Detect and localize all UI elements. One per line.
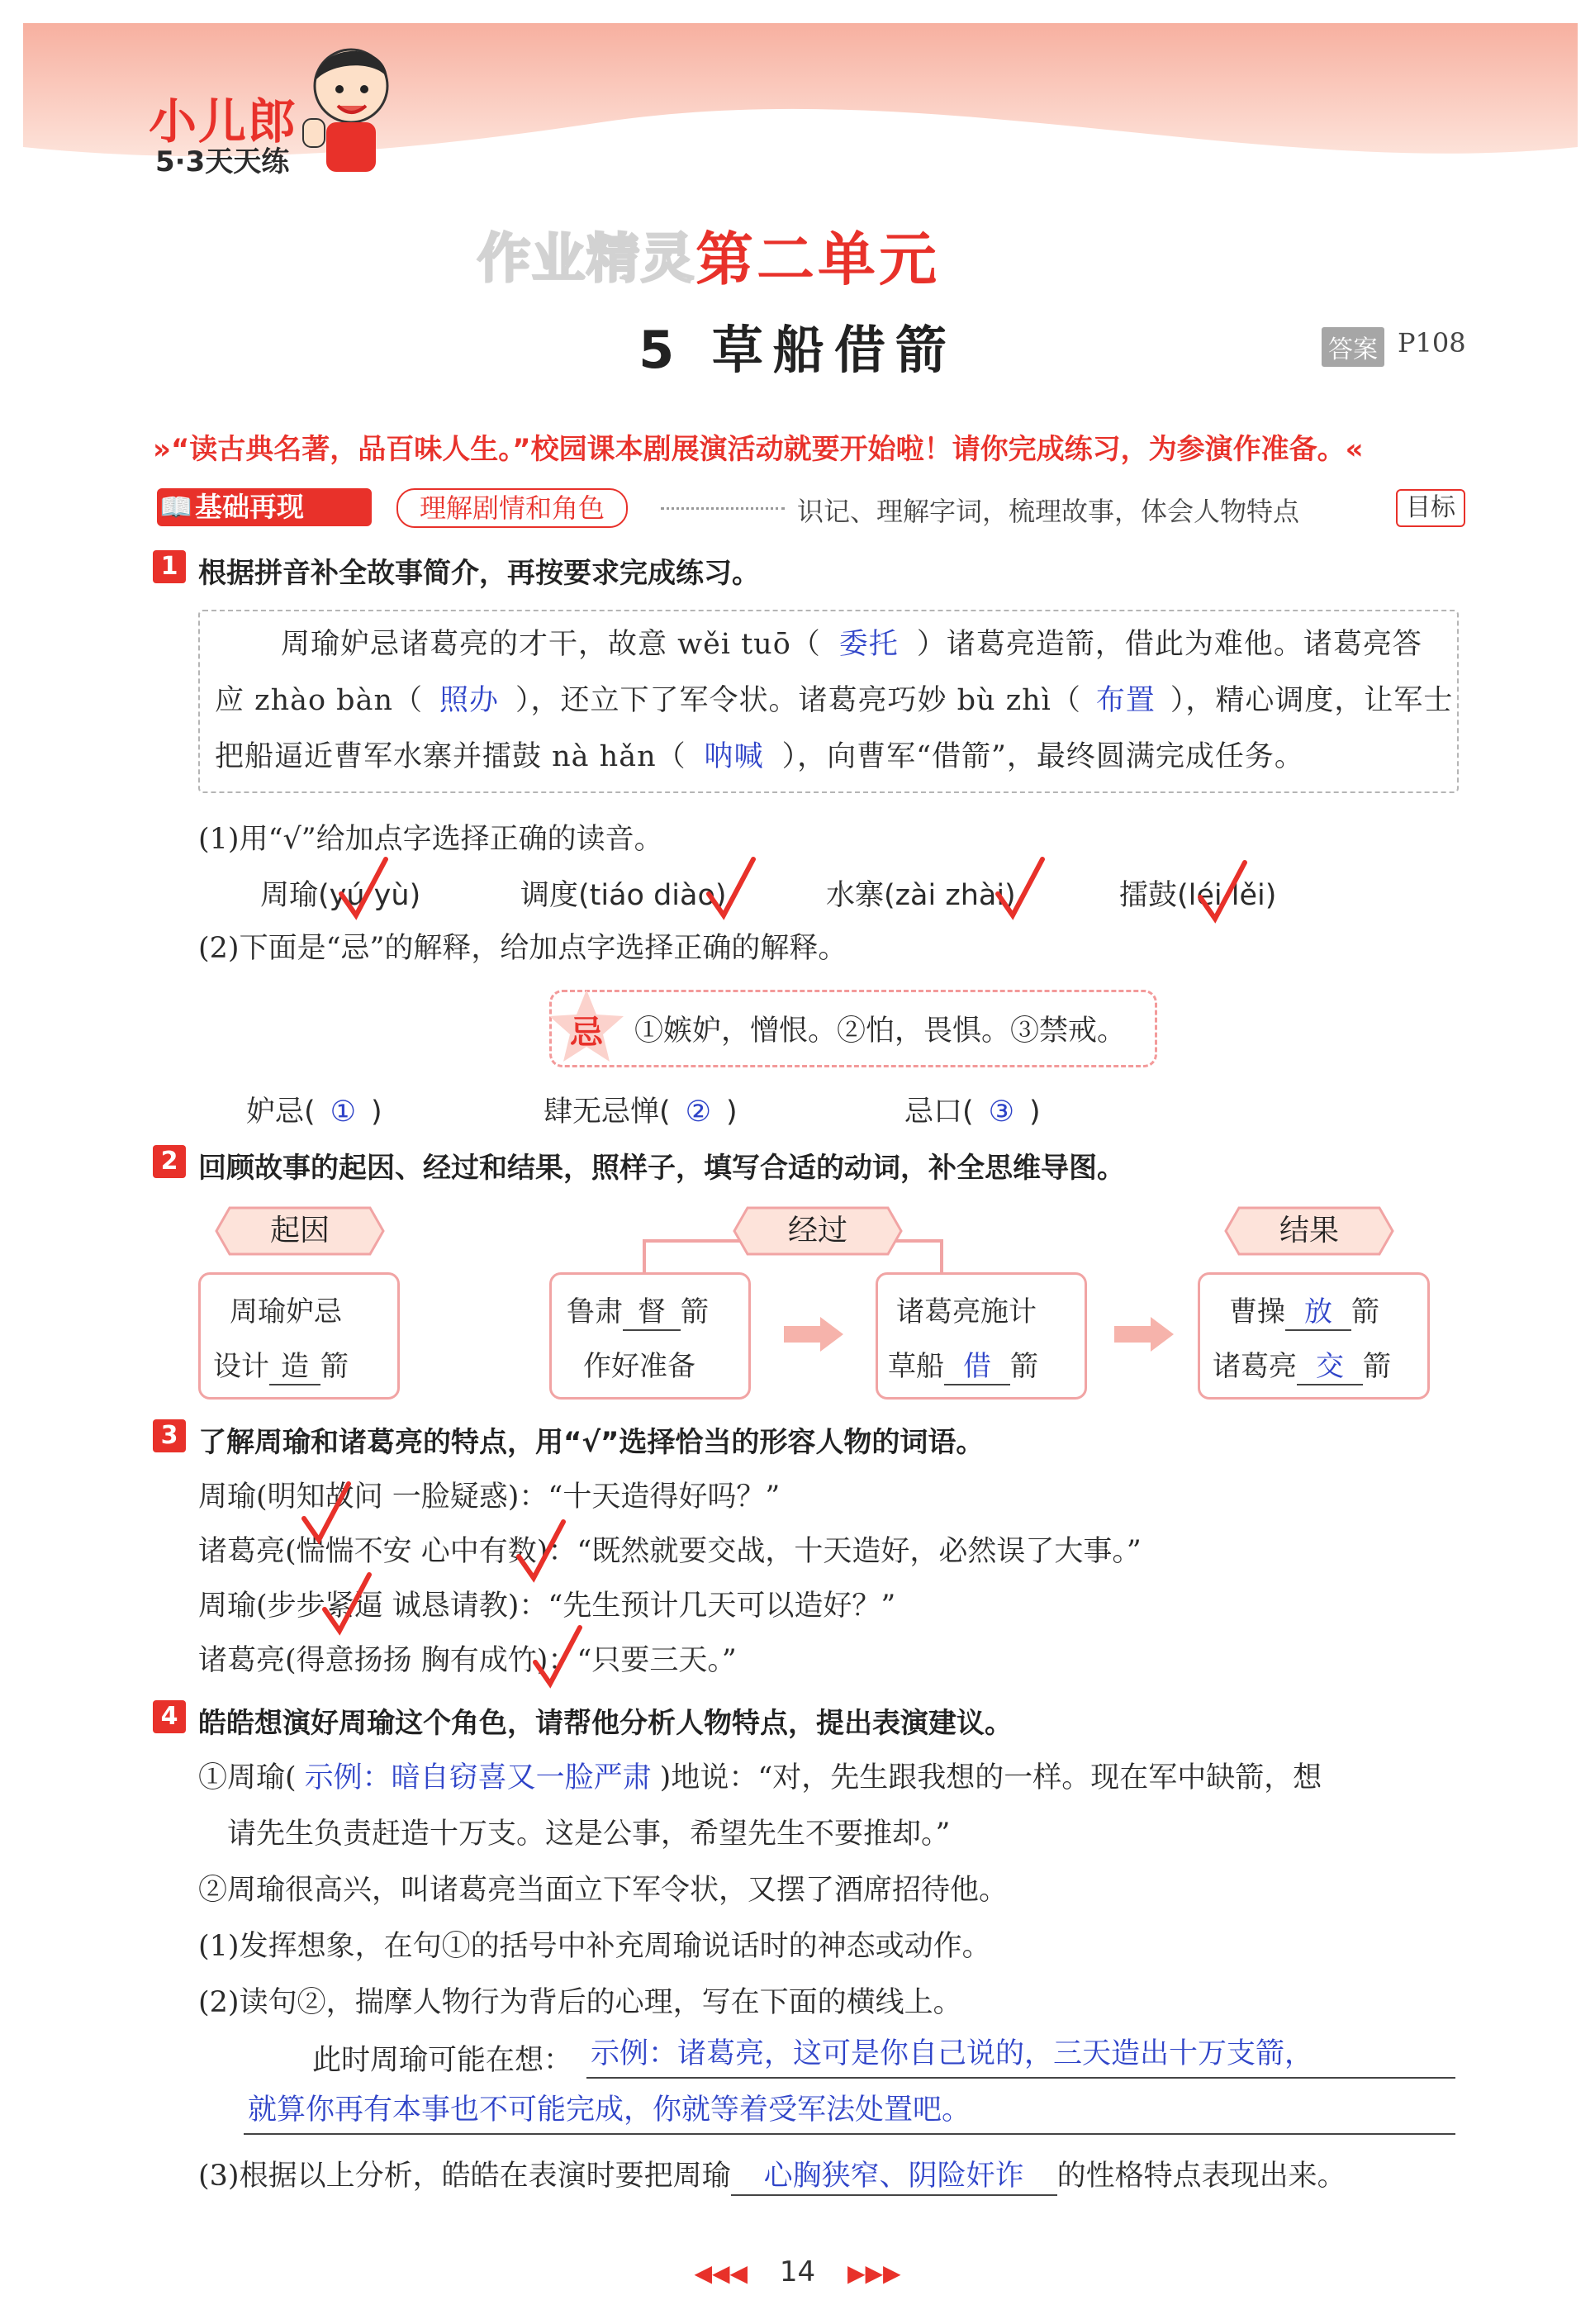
meaning-item: 忌口( ③ ) <box>904 1095 1041 1129</box>
pinyin-item: 周瑜(yú yù) <box>260 879 421 912</box>
checkmark-icon <box>702 854 760 920</box>
dialogue-line: 诸葛亮(得意扬扬 胸有成竹)：“只要三天。” <box>198 1644 737 1677</box>
sub-question: (3)根据以上分析，皓皓在表演时要把周瑜 心胸狭窄、阴险奸诈 的性格特点表现出来。 <box>198 2153 1346 2196</box>
sub-question: (2)下面是“忌”的解释，给加点字选择正确的解释。 <box>198 932 847 965</box>
meaning-item: 肆无忌惮( ② ) <box>544 1095 738 1129</box>
box-text: 鲁肃 督 箭 <box>567 1289 709 1331</box>
question-prompt: 皓皓想演好周瑜这个角色，请帮他分析人物特点，提出表演建议。 <box>198 1707 1013 1740</box>
lesson-title: 5 草船借箭 <box>638 320 957 380</box>
think-prefix: 此时周瑜可能在想： <box>312 2044 573 2077</box>
pinyin-item: 擂鼓(léi lěi) <box>1119 879 1277 912</box>
answer-text: 就算你再有本事也不可能完成，你就等着受军法处置吧。 <box>248 2094 971 2127</box>
dialogue-line: 周瑜(步步紧逼 诚恳请教)：“先生预计几天可以造好？” <box>198 1590 896 1623</box>
sentence-line: 请先生负责赶造十万支。这是公事，希望先生不要推却。” <box>227 1818 951 1851</box>
logo-title: 小儿郎 <box>149 93 298 150</box>
page-number: ◀◀◀ 14 ▶▶▶ <box>694 2255 901 2288</box>
section-label: 📖基础再现 <box>157 488 372 526</box>
sentence-line: ①周瑜( 示例：暗自窃喜又一脸严肃 )地说：“对，先生跟我想的一样。现在军中缺箭，想 <box>198 1761 1322 1794</box>
pinyin-item: 调度(tiáo diào) <box>520 879 727 912</box>
checkmark-icon <box>1194 858 1251 924</box>
logo-subtitle: 5·3天天练 <box>155 145 290 178</box>
sub-question: (1)发挥想象，在句①的括号中补充周瑜说话时的神态或动作。 <box>198 1930 991 1963</box>
checkmark-icon <box>297 1479 355 1545</box>
meaning-item: 妒忌( ① ) <box>246 1095 382 1129</box>
box-text: 诸葛亮 交 箭 <box>1213 1343 1391 1385</box>
unit-title: 第二单元 <box>695 226 940 293</box>
pinyin-item: 水寨(zài zhài) <box>826 879 1016 912</box>
question-number: 2 <box>153 1145 186 1178</box>
story-line: 周瑜妒忌诸葛亮的才干，故意 wěi tuō（ 委托 ）诸葛亮造箭，借此为难他。诸葛亮答 <box>281 628 1422 661</box>
sub-question: (1)用“√”给加点字选择正确的读音。 <box>198 823 663 856</box>
story-line: 把船逼近曹军水寨并擂鼓 nà hǎn（ 呐喊 ），向曹军“借箭”，最终圆满完成任务。 <box>215 740 1304 773</box>
question-number: 1 <box>153 550 186 583</box>
watermark: 作业精灵 <box>477 229 695 290</box>
checkmark-icon <box>529 1623 586 1689</box>
tag-cause: 起因 <box>269 1214 330 1248</box>
sub-question: (2)读句②，揣摩人物行为背后的心理，写在下面的横线上。 <box>198 1986 962 2019</box>
checkmark-icon <box>318 1570 376 1636</box>
checkmark-icon <box>991 854 1049 920</box>
box-text: 作好准备 <box>583 1350 695 1383</box>
arrow-right-icon <box>781 1314 847 1355</box>
box-text: 诸葛亮施计 <box>896 1295 1037 1328</box>
answer-page: P108 <box>1398 327 1466 359</box>
intro-banner: »“读古典名著，品百味人生。”校园课本剧展演活动就要开始啦！请你完成练习，为参演作准备。« <box>153 433 1364 466</box>
question-number: 4 <box>153 1700 186 1733</box>
box-text: 周瑜妒忌 <box>230 1295 342 1328</box>
divider <box>661 507 785 510</box>
tag-process: 经过 <box>787 1214 847 1248</box>
goal-tag: 目标 <box>1396 489 1465 527</box>
answer-tag: 答案 <box>1322 327 1384 367</box>
book-icon: 📖 <box>159 491 193 523</box>
question-prompt: 回顾故事的起因、经过和结果，照样子，填写合适的动词，补全思维导图。 <box>198 1152 1125 1185</box>
dialogue-line: 周瑜(明知故问 一脸疑惑)：“十天造得好吗？” <box>198 1480 781 1514</box>
story-line: 应 zhào bàn（ 照办 ），还立下了军令状。诸葛亮巧妙 bù zhì（ 布置 ），精心调度，让军士 <box>215 684 1454 717</box>
mascot-boy-icon <box>301 36 401 175</box>
dialogue-line: 诸葛亮(惴惴不安 心中有数)：“既然就要交战，十天造好，必然误了大事。” <box>198 1535 1142 1568</box>
box-text: 曹操 放 箭 <box>1229 1289 1379 1331</box>
checkmark-icon <box>335 854 392 920</box>
arrow-right-icon <box>1111 1314 1177 1355</box>
checkmark-icon <box>512 1517 570 1583</box>
section-subtitle: 理解剧情和角色 <box>396 488 628 528</box>
question-number: 3 <box>153 1419 186 1452</box>
sentence-line: ②周瑜很高兴，叫诸葛亮当面立下军令状，又摆了酒席招待他。 <box>198 1874 1009 1907</box>
answer-text: 示例：诸葛亮，这可是你自己说的，三天造出十万支箭， <box>591 2037 1314 2070</box>
question-prompt: 根据拼音补全故事简介，再按要求完成练习。 <box>198 557 760 590</box>
question-prompt: 了解周瑜和诸葛亮的特点，用“√”选择恰当的形容人物的词语。 <box>198 1426 985 1459</box>
box-text: 设计 造 箭 <box>213 1343 349 1385</box>
definition-text: ①嫉妒，憎恨。②怕，畏惧。③禁戒。 <box>634 1015 1127 1048</box>
section-goal: 识记、理解字词，梳理故事，体会人物特点 <box>797 496 1300 527</box>
tag-result: 结果 <box>1279 1214 1339 1248</box>
box-text: 草船 借 箭 <box>888 1343 1038 1385</box>
definition-char: 忌 <box>570 1014 603 1052</box>
